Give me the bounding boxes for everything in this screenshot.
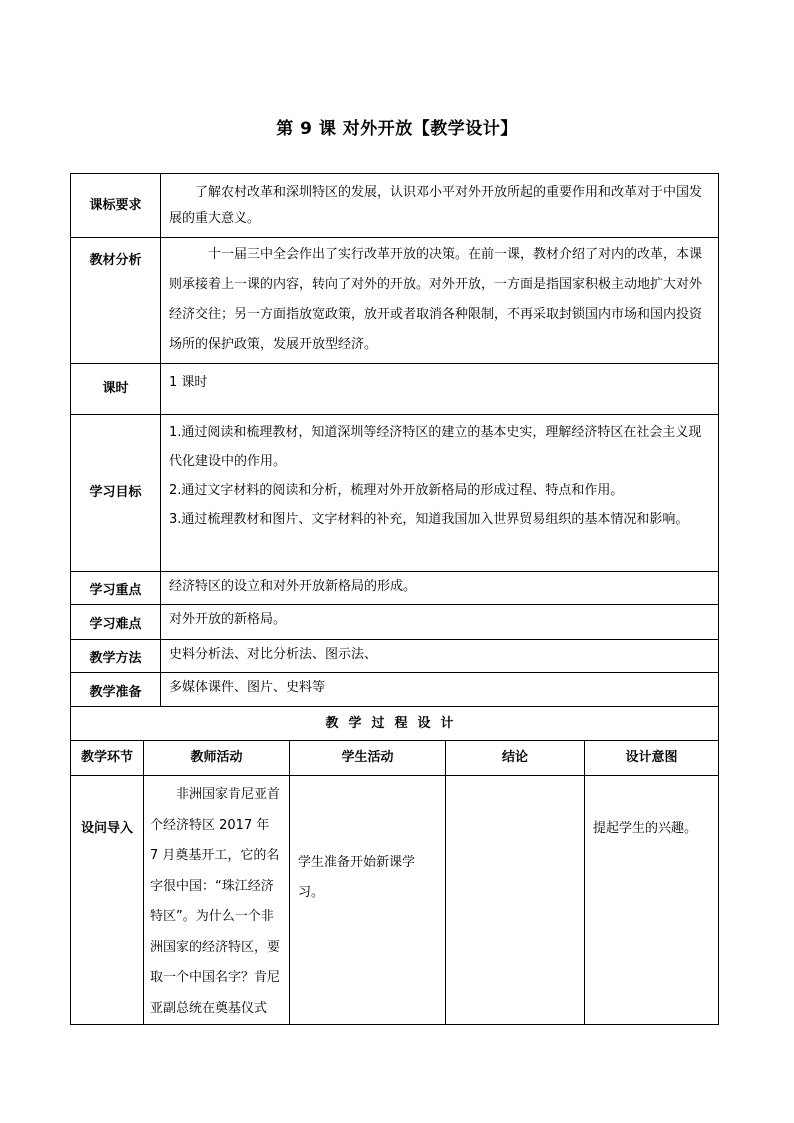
text-zhunbei: 多媒体课件、图片、史料等 <box>161 673 718 707</box>
label-fangfa: 教学方法 <box>71 640 161 673</box>
stage-label: 设问导入 <box>80 821 133 836</box>
text-fangfa: 史料分析法、对比分析法、图示法、 <box>161 640 718 673</box>
header-teacher: 教师活动 <box>144 741 290 776</box>
text-kebiao: 了解农村改革和深圳特区的发展，认识邓小平对外开放所起的重要作用和改革对于中国发展的重大意义。 <box>161 174 718 238</box>
mubiao-item: 2.通过文字材料的阅读和分析，梳理对外开放新格局的形成过程、特点和作用。 <box>169 483 624 498</box>
student-activity <box>290 776 446 1024</box>
label-keshi: 课时 <box>71 364 161 415</box>
student-activity-text: 学生准备开始新课学习。 <box>298 855 416 900</box>
label-zhongdian: 学习重点 <box>71 572 161 605</box>
header-conclusion: 结论 <box>446 741 585 776</box>
stage-cell <box>71 776 144 1024</box>
teacher-activity: 非洲国家肯尼亚首个经济特区 2017 年 7 月奠基开工，它的名字很中国：“珠江经济特区”。为什么一个非洲国家的经济特区，要取一个中国名字？肯尼亚副总统在奠基仪式 <box>144 776 290 1024</box>
text-keshi: 1 课时 <box>161 364 718 415</box>
page-title: 第 9 课 对外开放【教学设计】 <box>276 119 518 139</box>
conclusion-cell <box>446 776 585 1024</box>
label-zhunbei: 教学准备 <box>71 673 161 707</box>
mubiao-item: 3.通过梳理教材和图片、文字材料的补充，知道我国加入世界贸易组织的基本情况和影响。 <box>169 512 689 527</box>
text-zhongdian: 经济特区的设立和对外开放新格局的形成。 <box>161 572 718 605</box>
label-jiaocai <box>71 238 161 364</box>
label-mubiao: 学习目标 <box>71 415 161 572</box>
text-jiaocai: 十一届三中全会作出了实行改革开放的决策。在前一课，教材介绍了对内的改革，本课则承接着上一课的内容，转向了对外的开放。对外开放，一方面是指国家积极主动地扩大对外经济交往；另一方面指放宽政策，放开或者取消各种限制，不再采取封锁国内市场和国内投资场所的保护政策，发展开放型经济。 <box>161 238 718 364</box>
intent-cell <box>585 776 718 1024</box>
intent-text: 提起学生的兴趣。 <box>593 821 698 836</box>
lesson-plan-table <box>70 173 719 1025</box>
list-mubiao <box>161 415 718 572</box>
header-stage: 教学环节 <box>71 741 144 776</box>
process-title: 教学过程设计 <box>71 707 718 741</box>
label-kebiao: 课标要求 <box>71 174 161 238</box>
header-intent: 设计意图 <box>585 741 718 776</box>
header-student: 学生活动 <box>290 741 446 776</box>
text-nandian: 对外开放的新格局。 <box>161 605 718 640</box>
label-nandian: 学习难点 <box>71 605 161 640</box>
label-jiaocai-text: 教材分析 <box>89 253 142 268</box>
mubiao-item: 1.通过阅读和梳理教材，知道深圳等经济特区的建立的基本史实，理解经济特区在社会主义现代化建设中的作用。 <box>169 425 702 469</box>
